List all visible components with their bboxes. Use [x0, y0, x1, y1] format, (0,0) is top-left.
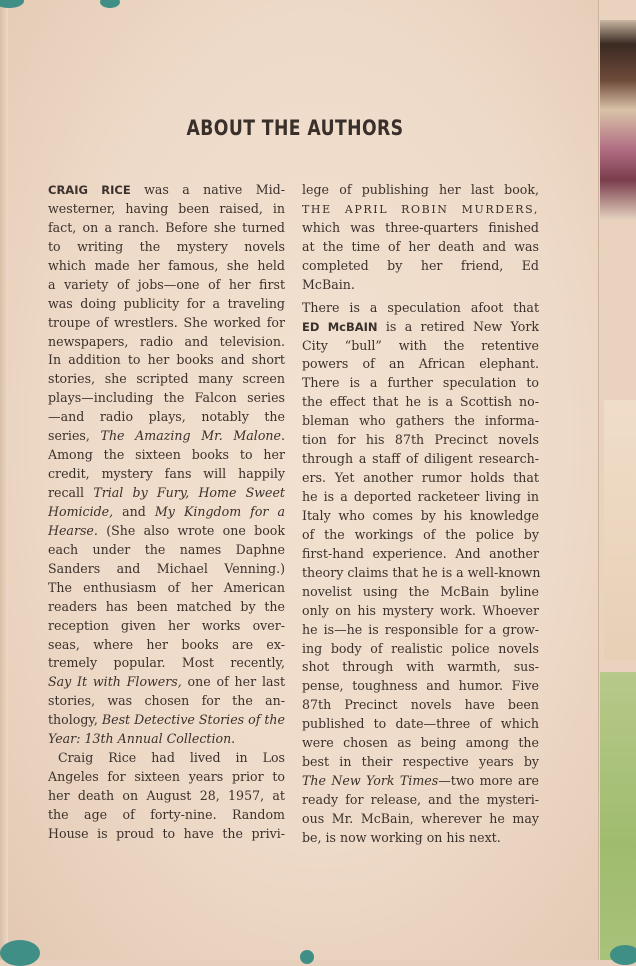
book-title: The Amazing Mr. Malone — [100, 428, 281, 444]
text-segment: Craig Rice had lived in Los — [58, 750, 285, 766]
text-line — [302, 810, 539, 829]
book-title: THE APRIL ROBIN MURDERS, — [302, 202, 539, 216]
text-line — [302, 621, 539, 640]
text-line — [48, 560, 285, 579]
text-segment: 87th Precinct novels have been — [302, 697, 539, 713]
corner-wear-mark — [610, 945, 636, 965]
text-segment: novelist using the McBain byline — [302, 583, 539, 599]
text-segment: the age of forty-nine. Random — [48, 806, 285, 822]
text-line — [302, 276, 539, 295]
text-segment: powers of an African elephant. — [302, 356, 539, 372]
text-segment: through a staff of diligent research- — [302, 451, 539, 467]
text-line — [302, 393, 539, 412]
corner-wear-mark — [300, 950, 314, 964]
text-segment: and — [113, 503, 155, 519]
text-segment: ing body of realistic police novels — [302, 640, 539, 656]
text-segment: best in their respective years by — [302, 754, 539, 770]
text-segment: . — [280, 428, 285, 444]
text-segment: Sanders and Michael Venning.) — [48, 560, 285, 576]
text-line — [48, 768, 285, 787]
text-segment: each under the names Daphne — [48, 541, 285, 557]
cover-art-strip-green — [600, 672, 636, 960]
text-segment: was a native Mid- — [130, 182, 285, 197]
text-line — [48, 200, 285, 219]
text-segment: recall — [48, 485, 94, 500]
ed-mcbain-bio-column — [302, 181, 539, 848]
text-line — [48, 370, 285, 389]
text-line — [48, 617, 285, 636]
text-line — [302, 355, 539, 374]
text-line — [302, 583, 539, 602]
text-segment: to writing the mystery novels — [48, 238, 285, 254]
text-line — [48, 654, 285, 673]
text-segment: There is a speculation afoot that — [302, 299, 539, 315]
text-line — [302, 715, 539, 734]
text-segment: only on his mystery work. Whoever — [302, 602, 539, 618]
text-line — [48, 389, 285, 408]
text-line — [302, 753, 539, 772]
text-segment: City “bull” with the retentive — [302, 337, 539, 353]
corner-wear-mark — [0, 940, 40, 966]
text-segment: shot through with warmth, sus- — [302, 659, 539, 675]
text-line — [302, 374, 539, 393]
text-segment: he is—he is responsible for a grow- — [302, 621, 539, 637]
text-line — [302, 200, 539, 219]
text-segment: of the workings of the police by — [302, 526, 539, 542]
book-title: My Kingdom for a — [154, 503, 285, 519]
cover-art-strip-middle — [604, 400, 636, 660]
text-segment: stories, she scripted many screen — [48, 371, 285, 387]
text-segment: credit, mystery fans will happily — [48, 466, 285, 482]
text-line — [48, 351, 285, 370]
text-line — [48, 276, 285, 295]
book-title: Say It with Flowers, — [48, 674, 182, 690]
page-title: ABOUT THE AUTHORS — [186, 116, 404, 140]
text-segment: (She also wrote one book — [97, 522, 285, 538]
text-segment: at the time of her death and was — [302, 238, 539, 254]
text-line — [302, 658, 539, 677]
text-line — [302, 181, 539, 200]
text-segment: House is proud to have the privi- — [48, 825, 285, 841]
text-line — [48, 446, 285, 465]
book-title: Best Detective Stories of the — [101, 712, 285, 728]
text-segment: The enthusiasm of her American — [48, 579, 285, 595]
text-segment: published to date—three of which — [302, 716, 539, 732]
text-segment: McBain. — [302, 276, 355, 292]
text-line — [48, 673, 285, 692]
text-segment: first-hand experience. And another — [302, 545, 539, 561]
cover-left-edge — [0, 0, 8, 960]
text-segment: he is a deported racketeer living in — [302, 489, 539, 504]
text-line — [302, 488, 539, 507]
text-line — [48, 314, 285, 333]
text-line — [48, 333, 285, 352]
text-line — [302, 772, 539, 791]
text-segment: her death on August 28, 1957, at — [48, 788, 285, 803]
author-name: ED McBAIN — [302, 319, 378, 334]
text-line — [302, 526, 539, 545]
text-segment: Italy who comes by his knowledge — [302, 507, 539, 523]
text-segment: Angeles for sixteen years prior to — [48, 769, 285, 785]
text-segment: lege of publishing her last book, — [302, 182, 539, 197]
text-segment: ous Mr. McBain, wherever he may — [302, 810, 539, 826]
text-line — [48, 503, 285, 522]
text-line — [302, 219, 539, 238]
text-line — [302, 257, 539, 276]
text-segment: reception given her works over- — [48, 617, 285, 633]
text-line — [302, 602, 539, 621]
text-segment: stories, was chosen for the an- — [48, 693, 285, 709]
text-segment: series, — [48, 428, 101, 444]
text-line — [48, 408, 285, 427]
text-line — [302, 791, 539, 810]
cover-art-strip-top — [600, 20, 636, 220]
text-segment: —two more are — [438, 773, 539, 789]
book-title: Year: 13th Annual Collection. — [48, 731, 236, 747]
text-segment: Among the sixteen books to her — [48, 447, 285, 463]
text-line — [48, 825, 285, 844]
text-line — [48, 749, 285, 768]
text-line — [48, 238, 285, 257]
text-segment: —and radio plays, notably the — [48, 409, 285, 425]
text-line — [48, 579, 285, 598]
text-line — [48, 427, 285, 446]
text-line — [302, 299, 539, 318]
text-line — [302, 564, 539, 583]
text-segment: plays—including the Falcon series — [48, 390, 285, 406]
text-segment: In addition to her books and short — [48, 352, 285, 368]
text-segment: troupe of wrestlers. She worked for — [48, 314, 285, 330]
text-segment: the effect that he is a Scottish no- — [302, 394, 539, 410]
text-segment: tremely popular. Most recently, — [48, 655, 285, 671]
text-segment: which made her famous, she held — [48, 257, 285, 273]
text-segment: readers has been matched by the — [48, 598, 285, 614]
text-line — [48, 711, 285, 730]
text-segment: is a retired New York — [377, 318, 539, 334]
text-line — [48, 730, 285, 749]
text-line — [48, 541, 285, 560]
text-segment: theory claims that he is a well-known — [302, 564, 541, 580]
text-line — [302, 696, 539, 715]
text-line — [302, 431, 539, 450]
text-line — [302, 469, 539, 488]
text-line — [302, 238, 539, 257]
text-segment: be, is now working on his next. — [302, 829, 501, 845]
text-segment: tion for his 87th Precinct novels — [302, 432, 539, 448]
text-line — [48, 692, 285, 711]
text-segment: fact, on a ranch. Before she turned — [48, 219, 285, 235]
book-title: Trial by Fury, Home Sweet — [93, 485, 285, 500]
book-title: The New York Times — [302, 773, 439, 789]
book-title: Hearse. — [48, 522, 98, 538]
author-name: CRAIG RICE — [48, 183, 131, 197]
text-segment: were chosen as being among the — [302, 735, 539, 751]
text-segment: completed by her friend, Ed — [302, 257, 539, 273]
text-line — [48, 465, 285, 484]
text-line — [302, 677, 539, 696]
text-line — [48, 257, 285, 276]
text-segment: one of her last — [181, 674, 286, 690]
text-line — [302, 337, 539, 356]
text-line — [302, 829, 539, 848]
text-line — [302, 545, 539, 564]
text-line — [302, 450, 539, 469]
craig-rice-bio-column — [48, 181, 285, 844]
text-line — [302, 412, 539, 431]
text-line — [48, 787, 285, 806]
text-segment: was doing publicity for a traveling — [48, 295, 285, 311]
text-line — [48, 598, 285, 617]
text-segment: westerner, having been raised, in — [48, 200, 285, 216]
text-segment: thology, — [48, 712, 102, 728]
text-segment: which was three-quarters finished — [302, 219, 539, 235]
text-line — [48, 219, 285, 238]
text-line — [302, 507, 539, 526]
text-segment: ready for release, and the mysteri- — [302, 792, 539, 807]
text-segment: pense, toughness and humor. Five — [302, 678, 539, 694]
text-segment: newspapers, radio and television. — [48, 333, 285, 349]
text-segment: seas, where her books are ex- — [48, 636, 285, 652]
text-segment: ers. Yet another rumor holds that — [302, 470, 539, 486]
text-segment: a variety of jobs—one of her first — [48, 276, 285, 292]
text-line — [48, 484, 285, 503]
text-line — [48, 181, 285, 200]
text-line — [302, 318, 539, 337]
text-line — [302, 640, 539, 659]
text-segment: bleman who gathers the informa- — [302, 413, 539, 429]
text-line — [48, 295, 285, 314]
text-line — [302, 734, 539, 753]
text-line — [48, 522, 285, 541]
book-title: Homicide, — [48, 503, 114, 519]
text-line — [48, 806, 285, 825]
text-line — [48, 636, 285, 655]
text-segment: There is a further speculation to — [302, 375, 539, 391]
